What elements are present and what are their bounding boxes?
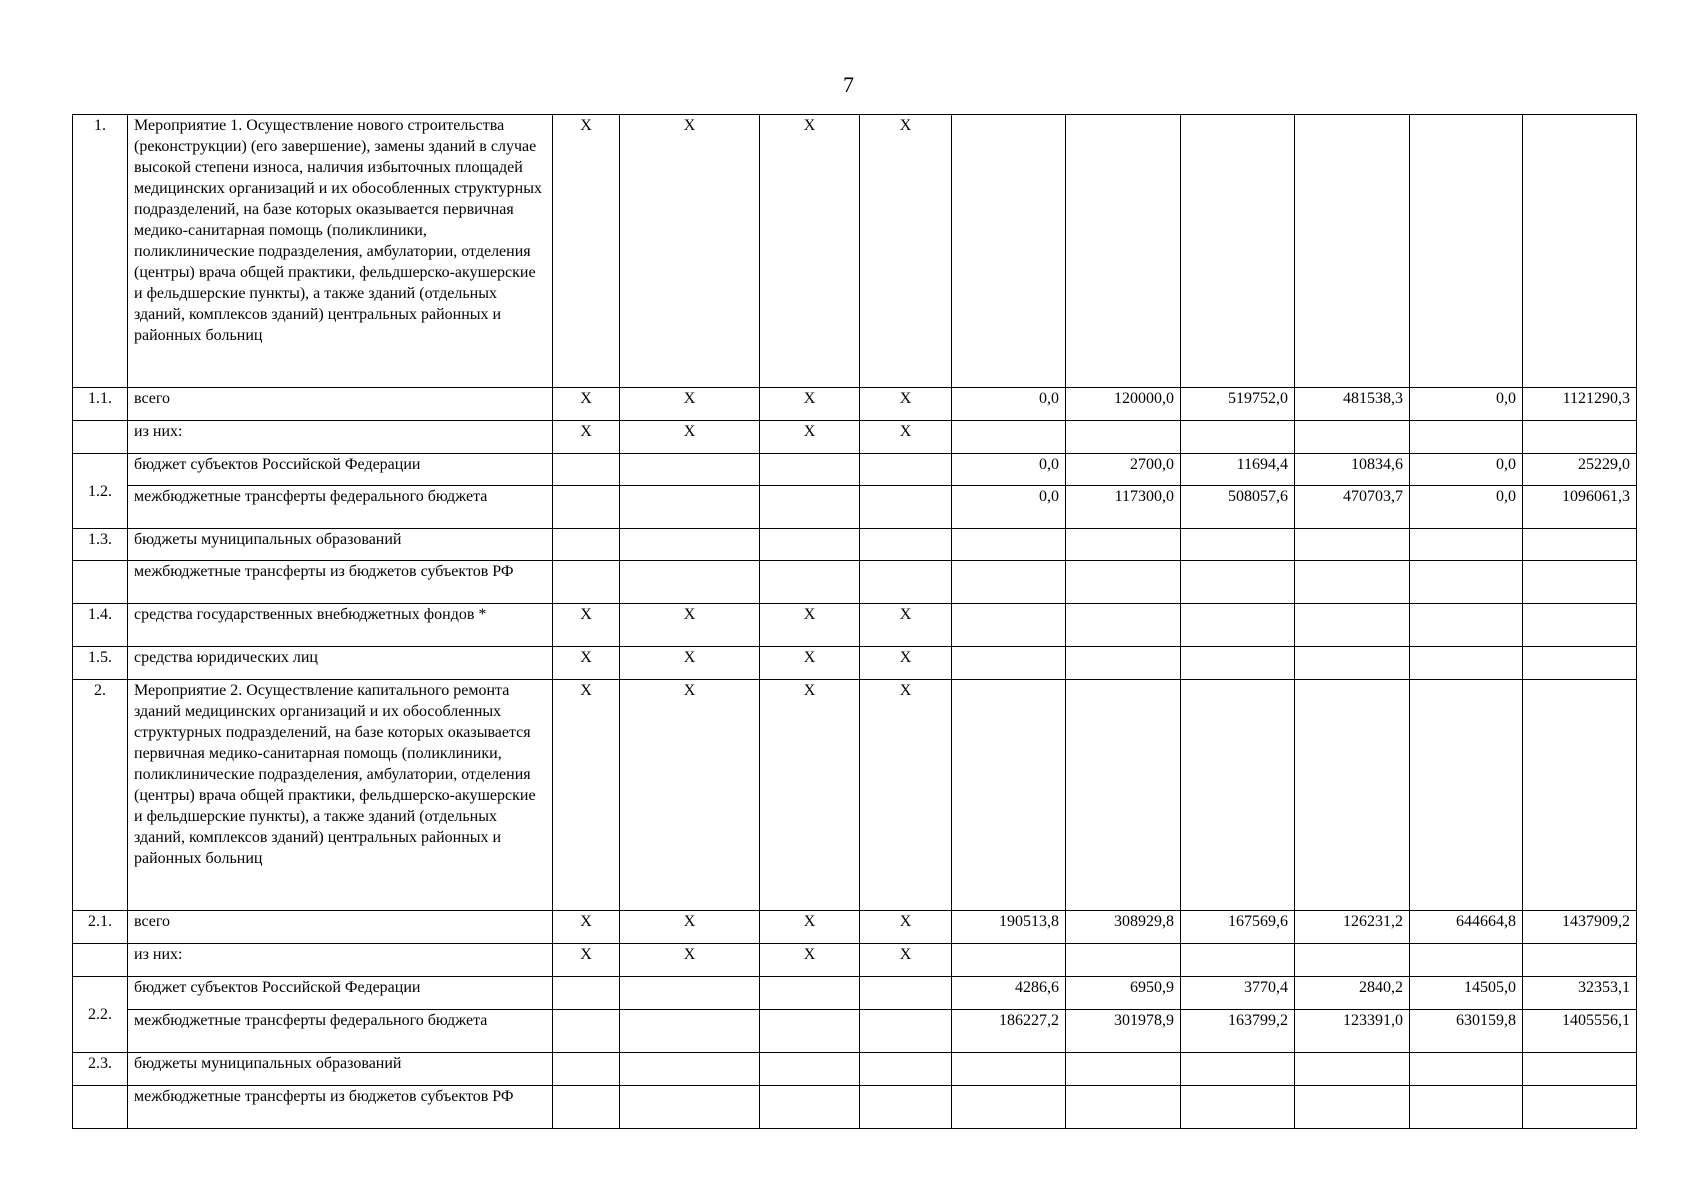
value-cell: 0,0: [952, 454, 1066, 486]
x-marker-cell: X: [620, 944, 760, 977]
value-cell: [1066, 115, 1181, 388]
value-cell: [1295, 1086, 1410, 1129]
x-marker-cell: X: [553, 388, 620, 421]
x-marker-cell: X: [860, 115, 952, 388]
x-marker-cell: X: [760, 115, 860, 388]
table-row: [73, 561, 1637, 604]
row-number: 1.5.: [73, 647, 128, 680]
x-marker-cell: [760, 529, 860, 561]
row-description: из них:: [128, 944, 553, 977]
value-cell: [1066, 680, 1181, 911]
value-cell: [952, 647, 1066, 680]
value-cell: [1295, 115, 1410, 388]
value-cell: [1410, 944, 1523, 977]
table-row: [73, 911, 1637, 944]
x-marker-cell: X: [860, 388, 952, 421]
value-cell: 1437909,2: [1523, 911, 1637, 944]
x-marker-cell: [620, 529, 760, 561]
x-marker-cell: [553, 561, 620, 604]
row-description: межбюджетные трансферты из бюджетов субъектов РФ: [128, 1086, 553, 1129]
x-marker-cell: [553, 486, 620, 529]
value-cell: [1523, 647, 1637, 680]
value-cell: [1181, 680, 1295, 911]
value-cell: [1523, 1086, 1637, 1129]
x-marker-cell: [860, 977, 952, 1010]
x-marker-cell: [620, 1053, 760, 1086]
row-description: средства юридических лиц: [128, 647, 553, 680]
x-marker-cell: X: [553, 647, 620, 680]
value-cell: [1410, 561, 1523, 604]
x-marker-cell: X: [760, 944, 860, 977]
row-number: 2.2.: [73, 977, 128, 1053]
row-description: межбюджетные трансферты федерального бюджета: [128, 1010, 553, 1053]
row-number: [73, 421, 128, 454]
value-cell: [952, 1053, 1066, 1086]
value-cell: [1523, 115, 1637, 388]
value-cell: 644664,8: [1410, 911, 1523, 944]
value-cell: [1181, 115, 1295, 388]
x-marker-cell: X: [553, 604, 620, 647]
row-description: всего: [128, 911, 553, 944]
x-marker-cell: [860, 486, 952, 529]
x-marker-cell: [760, 1053, 860, 1086]
value-cell: [952, 115, 1066, 388]
x-marker-cell: [553, 977, 620, 1010]
row-description: Мероприятие 2. Осуществление капитального ремонта зданий медицинских организаций и их обособленных структурных подразделений, на базе которых оказывается первичная медико-санитарная помощь (поликлиники, поликлинические подразделения, амбулатории, отделения (центры) врача общей практики, фельдшерско-акушерские и фельдшерские пункты), а также зданий (отдельных зданий, комплексов зданий) центральных районных и районных больниц: [128, 680, 553, 911]
value-cell: [1181, 1086, 1295, 1129]
value-cell: [1410, 421, 1523, 454]
row-description: межбюджетные трансферты из бюджетов субъектов РФ: [128, 561, 553, 604]
value-cell: 519752,0: [1181, 388, 1295, 421]
value-cell: 14505,0: [1410, 977, 1523, 1010]
value-cell: 470703,7: [1295, 486, 1410, 529]
value-cell: 0,0: [952, 486, 1066, 529]
value-cell: [1295, 529, 1410, 561]
x-marker-cell: X: [620, 421, 760, 454]
value-cell: [1523, 421, 1637, 454]
x-marker-cell: X: [760, 647, 860, 680]
x-marker-cell: [620, 1010, 760, 1053]
value-cell: [1410, 604, 1523, 647]
x-marker-cell: X: [620, 680, 760, 911]
value-cell: [1410, 115, 1523, 388]
x-marker-cell: X: [620, 911, 760, 944]
value-cell: [1410, 647, 1523, 680]
row-description: Мероприятие 1. Осуществление нового строительства (реконструкции) (его завершение), замены зданий в случае высокой степени износа, наличия избыточных площадей медицинских организаций и их обособленных структурных подразделений, на базе которых оказывается первичная медико-санитарная помощь (поликлиники, поликлинические подразделения, амбулатории, отделения (центры) врача общей практики, фельдшерско-акушерские и фельдшерские пункты), а также зданий (отдельных зданий, комплексов зданий) центральных районных и районных больниц: [128, 115, 553, 388]
value-cell: [952, 944, 1066, 977]
value-cell: 163799,2: [1181, 1010, 1295, 1053]
value-cell: [1523, 1053, 1637, 1086]
value-cell: 25229,0: [1523, 454, 1637, 486]
value-cell: [1181, 421, 1295, 454]
row-number: 2.: [73, 680, 128, 911]
value-cell: 1405556,1: [1523, 1010, 1637, 1053]
value-cell: 0,0: [1410, 454, 1523, 486]
value-cell: [952, 529, 1066, 561]
page-number: 7: [843, 72, 854, 97]
value-cell: [1295, 561, 1410, 604]
value-cell: 120000,0: [1066, 388, 1181, 421]
row-description: межбюджетные трансферты федерального бюджета: [128, 486, 553, 529]
row-description: бюджеты муниципальных образований: [128, 1053, 553, 1086]
x-marker-cell: [553, 1086, 620, 1129]
value-cell: [1181, 529, 1295, 561]
row-number: [73, 561, 128, 604]
x-marker-cell: X: [860, 680, 952, 911]
row-number: 1.1.: [73, 388, 128, 421]
x-marker-cell: [760, 454, 860, 486]
table-row: [73, 944, 1637, 977]
row-number: 1.4.: [73, 604, 128, 647]
value-cell: [1295, 604, 1410, 647]
x-marker-cell: [553, 529, 620, 561]
table-row: [73, 454, 1637, 486]
row-description: бюджеты муниципальных образований: [128, 529, 553, 561]
value-cell: [1295, 944, 1410, 977]
value-cell: [1181, 604, 1295, 647]
value-cell: [1523, 529, 1637, 561]
row-description: всего: [128, 388, 553, 421]
row-description: средства государственных внебюджетных фондов *: [128, 604, 553, 647]
value-cell: [1066, 604, 1181, 647]
value-cell: [1523, 680, 1637, 911]
value-cell: [1066, 944, 1181, 977]
value-cell: 32353,1: [1523, 977, 1637, 1010]
value-cell: [1066, 529, 1181, 561]
value-cell: [1295, 1053, 1410, 1086]
x-marker-cell: [860, 1010, 952, 1053]
value-cell: [1523, 604, 1637, 647]
x-marker-cell: [760, 1086, 860, 1129]
x-marker-cell: [760, 486, 860, 529]
value-cell: 1121290,3: [1523, 388, 1637, 421]
value-cell: [1295, 421, 1410, 454]
x-marker-cell: [860, 1086, 952, 1129]
table-row: [73, 529, 1637, 561]
x-marker-cell: X: [553, 421, 620, 454]
value-cell: 0,0: [952, 388, 1066, 421]
table-row: [73, 115, 1637, 388]
value-cell: 3770,4: [1181, 977, 1295, 1010]
table-row: [73, 977, 1637, 1010]
x-marker-cell: X: [760, 421, 860, 454]
row-description: бюджет субъектов Российской Федерации: [128, 454, 553, 486]
x-marker-cell: X: [760, 680, 860, 911]
x-marker-cell: [860, 1053, 952, 1086]
table-row: [73, 421, 1637, 454]
table-row: [73, 486, 1637, 529]
row-number: 2.1.: [73, 911, 128, 944]
value-cell: [1066, 421, 1181, 454]
value-cell: 1096061,3: [1523, 486, 1637, 529]
x-marker-cell: X: [620, 115, 760, 388]
value-cell: 126231,2: [1295, 911, 1410, 944]
table-row: [73, 1086, 1637, 1129]
x-marker-cell: X: [553, 115, 620, 388]
value-cell: [1295, 680, 1410, 911]
x-marker-cell: [553, 1010, 620, 1053]
x-marker-cell: [860, 561, 952, 604]
value-cell: 308929,8: [1066, 911, 1181, 944]
x-marker-cell: [760, 1010, 860, 1053]
row-description: бюджет субъектов Российской Федерации: [128, 977, 553, 1010]
x-marker-cell: X: [553, 911, 620, 944]
value-cell: 117300,0: [1066, 486, 1181, 529]
row-number: [73, 944, 128, 977]
value-cell: 10834,6: [1295, 454, 1410, 486]
value-cell: 4286,6: [952, 977, 1066, 1010]
value-cell: 481538,3: [1295, 388, 1410, 421]
value-cell: [952, 421, 1066, 454]
value-cell: 0,0: [1410, 388, 1523, 421]
x-marker-cell: X: [860, 604, 952, 647]
x-marker-cell: [760, 561, 860, 604]
x-marker-cell: X: [620, 388, 760, 421]
value-cell: 2840,2: [1295, 977, 1410, 1010]
x-marker-cell: X: [553, 944, 620, 977]
x-marker-cell: [860, 454, 952, 486]
value-cell: 301978,9: [1066, 1010, 1181, 1053]
x-marker-cell: X: [860, 944, 952, 977]
value-cell: 2700,0: [1066, 454, 1181, 486]
row-number: 1.3.: [73, 529, 128, 561]
x-marker-cell: X: [760, 388, 860, 421]
table-body: [73, 115, 1637, 1129]
table-row: [73, 604, 1637, 647]
value-cell: [952, 1086, 1066, 1129]
row-number: 2.3.: [73, 1053, 128, 1086]
value-cell: [1410, 1053, 1523, 1086]
value-cell: [952, 561, 1066, 604]
value-cell: [1295, 647, 1410, 680]
value-cell: [1523, 944, 1637, 977]
row-number: 1.: [73, 115, 128, 388]
x-marker-cell: [620, 1086, 760, 1129]
value-cell: [1410, 1086, 1523, 1129]
x-marker-cell: X: [553, 680, 620, 911]
value-cell: 190513,8: [952, 911, 1066, 944]
table-row: [73, 647, 1637, 680]
x-marker-cell: [760, 977, 860, 1010]
value-cell: [952, 604, 1066, 647]
value-cell: [1181, 561, 1295, 604]
value-cell: [1066, 1053, 1181, 1086]
table-row: [73, 680, 1637, 911]
x-marker-cell: [620, 486, 760, 529]
value-cell: 508057,6: [1181, 486, 1295, 529]
value-cell: [952, 680, 1066, 911]
x-marker-cell: X: [620, 647, 760, 680]
x-marker-cell: X: [760, 604, 860, 647]
value-cell: 167569,6: [1181, 911, 1295, 944]
value-cell: [1181, 647, 1295, 680]
value-cell: [1066, 647, 1181, 680]
value-cell: [1181, 1053, 1295, 1086]
row-number: 1.2.: [73, 454, 128, 529]
value-cell: [1066, 1086, 1181, 1129]
x-marker-cell: X: [760, 911, 860, 944]
value-cell: [1410, 680, 1523, 911]
value-cell: 6950,9: [1066, 977, 1181, 1010]
x-marker-cell: [620, 454, 760, 486]
value-cell: [1523, 561, 1637, 604]
row-number: [73, 1086, 128, 1129]
value-cell: [1181, 944, 1295, 977]
table-row: [73, 388, 1637, 421]
row-description: из них:: [128, 421, 553, 454]
value-cell: 0,0: [1410, 486, 1523, 529]
x-marker-cell: [620, 977, 760, 1010]
value-cell: 630159,8: [1410, 1010, 1523, 1053]
x-marker-cell: X: [860, 421, 952, 454]
value-cell: 123391,0: [1295, 1010, 1410, 1053]
x-marker-cell: X: [860, 647, 952, 680]
value-cell: 11694,4: [1181, 454, 1295, 486]
x-marker-cell: [620, 561, 760, 604]
x-marker-cell: [553, 1053, 620, 1086]
value-cell: [1066, 561, 1181, 604]
x-marker-cell: [553, 454, 620, 486]
budget-table: [72, 114, 1637, 1129]
x-marker-cell: [860, 529, 952, 561]
value-cell: 186227,2: [952, 1010, 1066, 1053]
table-row: [73, 1010, 1637, 1053]
x-marker-cell: X: [620, 604, 760, 647]
value-cell: [1410, 529, 1523, 561]
table-row: [73, 1053, 1637, 1086]
x-marker-cell: X: [860, 911, 952, 944]
